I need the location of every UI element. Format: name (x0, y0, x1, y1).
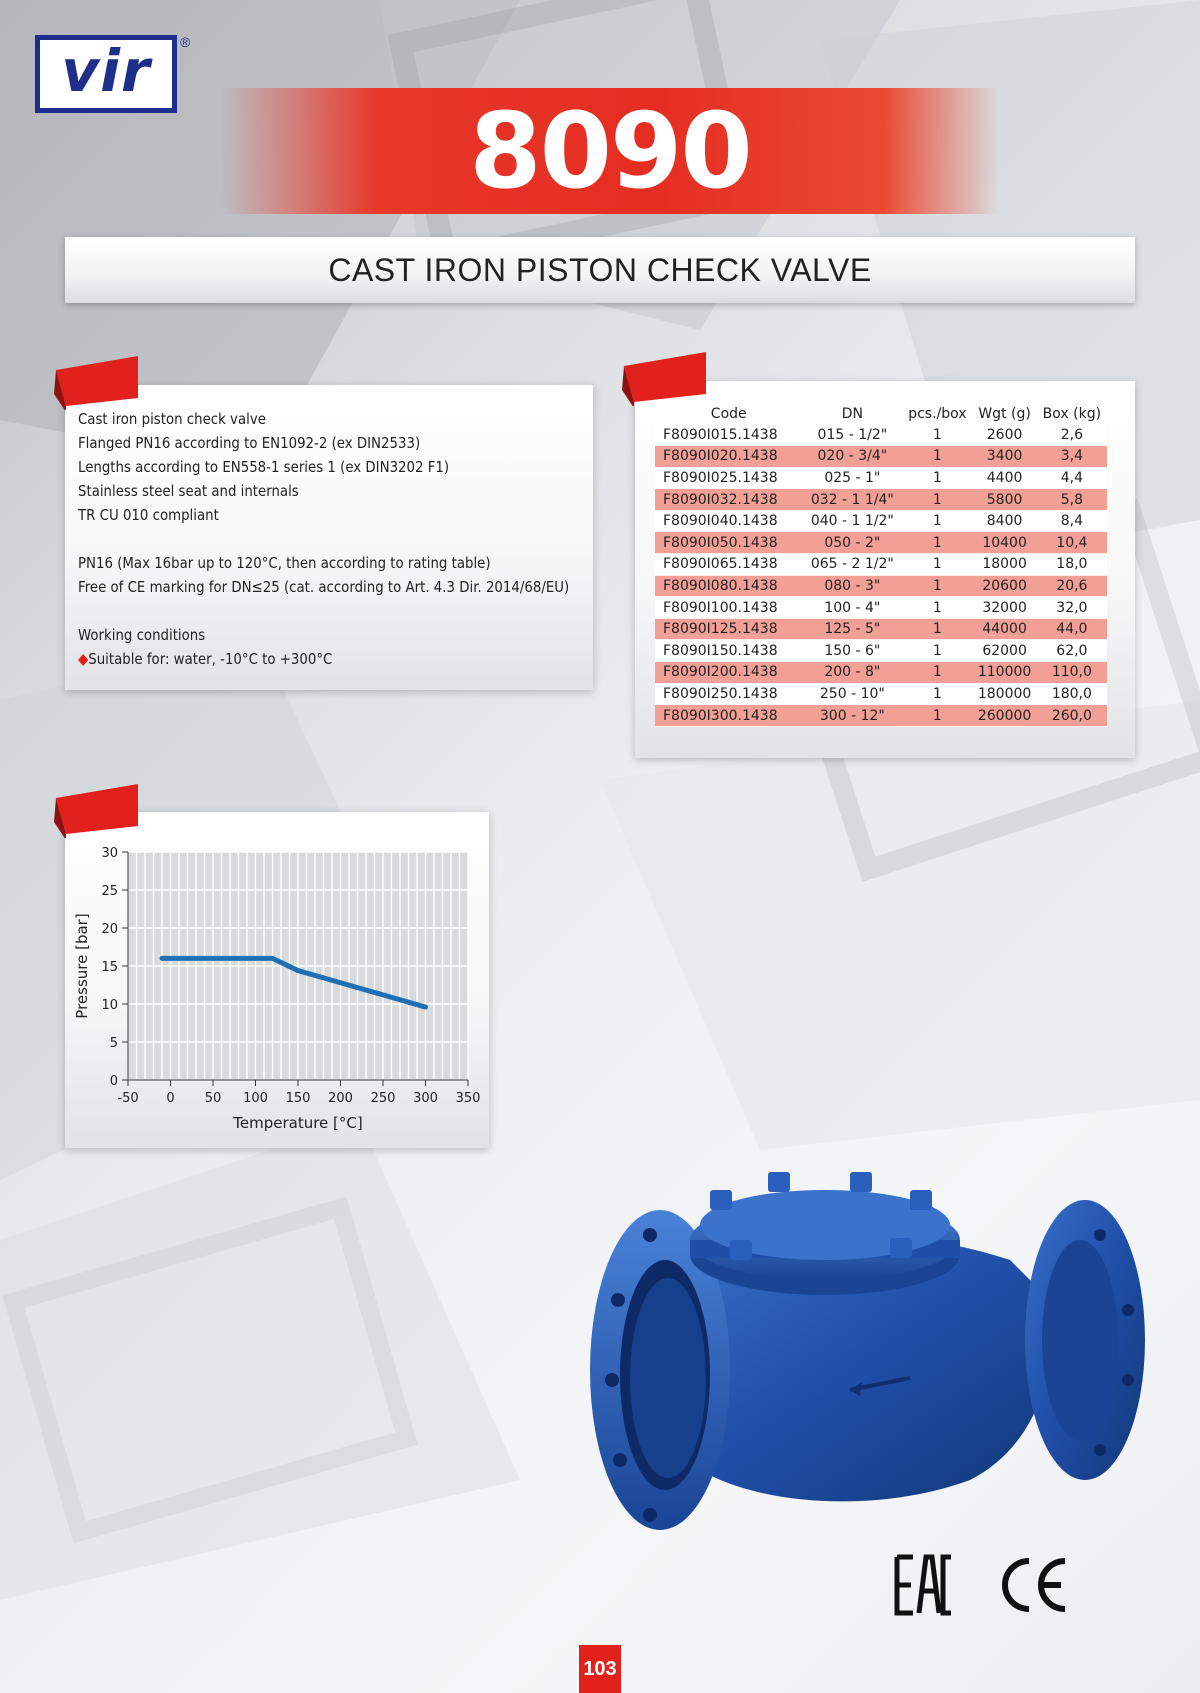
cell-dn: 200 - 8" (802, 662, 902, 684)
cell-code: F8090I300.1438 (655, 705, 802, 727)
cell-pcs: 1 (902, 575, 972, 597)
cell-weight: 110000 (972, 662, 1036, 684)
table-row (655, 424, 1107, 446)
cell-pcs: 1 (902, 640, 972, 662)
cell-box: 5,8 (1037, 489, 1107, 511)
cell-weight: 10400 (972, 532, 1036, 554)
chart-x-tick-label: -50 (117, 1091, 139, 1106)
model-number: 8090 (469, 90, 751, 212)
cell-pcs: 1 (902, 597, 972, 619)
table-body (655, 424, 1107, 726)
description-line: Cast iron piston check valve (78, 410, 266, 428)
chart-y-tick-label: 5 (109, 1036, 118, 1051)
cell-code: F8090I080.1438 (655, 575, 802, 597)
cell-dn: 100 - 4" (802, 597, 902, 619)
cell-code: F8090I250.1438 (655, 683, 802, 705)
cell-code: F8090I025.1438 (655, 467, 802, 489)
pressure-line: PN16 (Max 16bar up to 120°C, then according to rating table) (78, 554, 491, 572)
table-row (655, 446, 1107, 468)
page-number: 103 (579, 1645, 621, 1693)
table-row (655, 683, 1107, 705)
ribbon-tab-icon (620, 350, 706, 406)
cell-code: F8090I050.1438 (655, 532, 802, 554)
cell-box: 8,4 (1037, 510, 1107, 532)
cell-code: F8090I015.1438 (655, 424, 802, 446)
col-header-pcs: pcs./box (908, 405, 967, 422)
cell-pcs: 1 (902, 532, 972, 554)
ce-mark-icon (995, 1553, 1071, 1617)
chart-y-tick-label: 0 (109, 1074, 118, 1089)
pressure-temperature-chart-panel (65, 812, 489, 1148)
description-line: Lengths according to EN558-1 series 1 (ex DIN3202 F1) (78, 458, 450, 476)
cell-box: 20,6 (1037, 575, 1107, 597)
description-line: Flanged PN16 according to EN1092-2 (ex DIN2533) (78, 434, 421, 452)
cell-pcs: 1 (902, 662, 972, 684)
cell-box: 62,0 (1037, 640, 1107, 662)
model-banner (220, 88, 1000, 214)
chart-x-tick-label: 0 (166, 1091, 175, 1106)
chart-x-tick-label: 100 (243, 1091, 268, 1106)
eac-mark-icon (893, 1553, 955, 1617)
cell-code: F8090I100.1438 (655, 597, 802, 619)
chart-x-tick-label: 300 (413, 1091, 438, 1106)
table-row (655, 489, 1107, 511)
cell-box: 10,4 (1037, 532, 1107, 554)
cell-weight: 180000 (972, 683, 1036, 705)
registered-mark: ® (180, 34, 191, 50)
cell-weight: 3400 (972, 446, 1036, 468)
cell-pcs: 1 (902, 510, 972, 532)
conditions-title: Working conditions (78, 626, 206, 644)
cell-code: F8090I200.1438 (655, 662, 802, 684)
brand-logo (35, 35, 177, 113)
col-header-dn: DN (841, 405, 863, 422)
cell-box: 44,0 (1037, 618, 1107, 640)
cell-weight: 44000 (972, 618, 1036, 640)
cell-weight: 260000 (972, 705, 1036, 727)
cell-pcs: 1 (902, 705, 972, 727)
ribbon-tab-icon (52, 782, 138, 838)
description-line: Stainless steel seat and internals (78, 482, 299, 500)
cell-pcs: 1 (902, 489, 972, 511)
cell-box: 3,4 (1037, 446, 1107, 468)
col-header-weight: Wgt (g) (978, 405, 1031, 422)
cell-weight: 20600 (972, 575, 1036, 597)
description-line: TR CU 010 compliant (78, 506, 219, 524)
table-row (655, 662, 1107, 684)
cell-dn: 025 - 1" (802, 467, 902, 489)
table-row (655, 575, 1107, 597)
chart-y-tick-label: 30 (101, 846, 118, 861)
product-title: CAST IRON PISTON CHECK VALVE (328, 251, 872, 288)
cell-dn: 150 - 6" (802, 640, 902, 662)
description-panel (65, 385, 593, 690)
table-header-row (655, 403, 1107, 424)
col-header-box: Box (kg) (1042, 405, 1102, 422)
table-row (655, 597, 1107, 619)
table-row (655, 554, 1107, 576)
cell-pcs: 1 (902, 446, 972, 468)
cell-weight: 4400 (972, 467, 1036, 489)
chart-y-axis-label: Pressure [bar] (73, 913, 91, 1019)
table-row (655, 510, 1107, 532)
cell-pcs: 1 (902, 683, 972, 705)
table-row (655, 532, 1107, 554)
chart-x-axis-label: Temperature [°C] (233, 1114, 363, 1132)
col-header-code: Code (710, 405, 747, 422)
cell-pcs: 1 (902, 424, 972, 446)
chart-y-tick-label: 10 (101, 998, 118, 1013)
table-row (655, 618, 1107, 640)
valve-product-image (590, 1150, 1165, 1570)
cell-dn: 050 - 2" (802, 532, 902, 554)
cell-dn: 020 - 3/4" (802, 446, 902, 468)
cell-dn: 300 - 12" (802, 705, 902, 727)
pressure-line: Free of CE marking for DN≤25 (cat. according to Art. 4.3 Dir. 2014/68/EU) (78, 578, 570, 596)
chart-x-tick-label: 150 (285, 1091, 311, 1106)
chart-x-tick-label: 350 (455, 1091, 481, 1106)
cell-code: F8090I150.1438 (655, 640, 802, 662)
cell-code: F8090I125.1438 (655, 618, 802, 640)
chart-y-tick-label: 25 (101, 884, 118, 899)
cell-dn: 040 - 1 1/2" (802, 510, 902, 532)
cell-box: 110,0 (1037, 662, 1107, 684)
cell-dn: 015 - 1/2" (802, 424, 902, 446)
conditions-item (78, 647, 569, 671)
cell-code: F8090I020.1438 (655, 446, 802, 468)
cell-code: F8090I032.1438 (655, 489, 802, 511)
cell-pcs: 1 (902, 554, 972, 576)
table-row (655, 705, 1107, 727)
cell-pcs: 1 (902, 618, 972, 640)
cell-dn: 080 - 3" (802, 575, 902, 597)
product-title-bar (65, 237, 1135, 303)
cell-weight: 18000 (972, 554, 1036, 576)
cell-dn: 250 - 10" (802, 683, 902, 705)
brand-logo-text: vir (61, 37, 151, 105)
cell-weight: 32000 (972, 597, 1036, 619)
cell-box: 2,6 (1037, 424, 1107, 446)
cell-dn: 065 - 2 1/2" (802, 554, 902, 576)
cell-box: 180,0 (1037, 683, 1107, 705)
cell-weight: 8400 (972, 510, 1036, 532)
description-text (78, 407, 569, 671)
chart-y-tick-label: 15 (101, 960, 118, 975)
conditions-item-text: Suitable for: water, -10°C to +300°C (88, 650, 333, 668)
spec-table (655, 403, 1107, 727)
cell-weight: 5800 (972, 489, 1036, 511)
chart-x-tick-label: 200 (328, 1091, 353, 1106)
table-row (655, 640, 1107, 662)
diamond-bullet-icon: ◆ (78, 650, 89, 668)
pressure-temperature-chart (65, 812, 489, 1148)
chart-y-tick-label: 20 (101, 922, 118, 937)
cell-dn: 125 - 5" (802, 618, 902, 640)
cell-code: F8090I040.1438 (655, 510, 802, 532)
chart-x-tick-label: 50 (204, 1091, 222, 1106)
ribbon-tab-icon (52, 354, 138, 410)
cell-code: F8090I065.1438 (655, 554, 802, 576)
cell-pcs: 1 (902, 467, 972, 489)
cell-box: 18,0 (1037, 554, 1107, 576)
cell-dn: 032 - 1 1/4" (802, 489, 902, 511)
cell-box: 4,4 (1037, 467, 1107, 489)
table-row (655, 467, 1107, 489)
chart-x-tick-label: 250 (370, 1091, 396, 1106)
spec-table-panel (635, 381, 1135, 758)
cell-weight: 62000 (972, 640, 1036, 662)
cell-weight: 2600 (972, 424, 1036, 446)
cell-box: 260,0 (1037, 705, 1107, 727)
cell-box: 32,0 (1037, 597, 1107, 619)
